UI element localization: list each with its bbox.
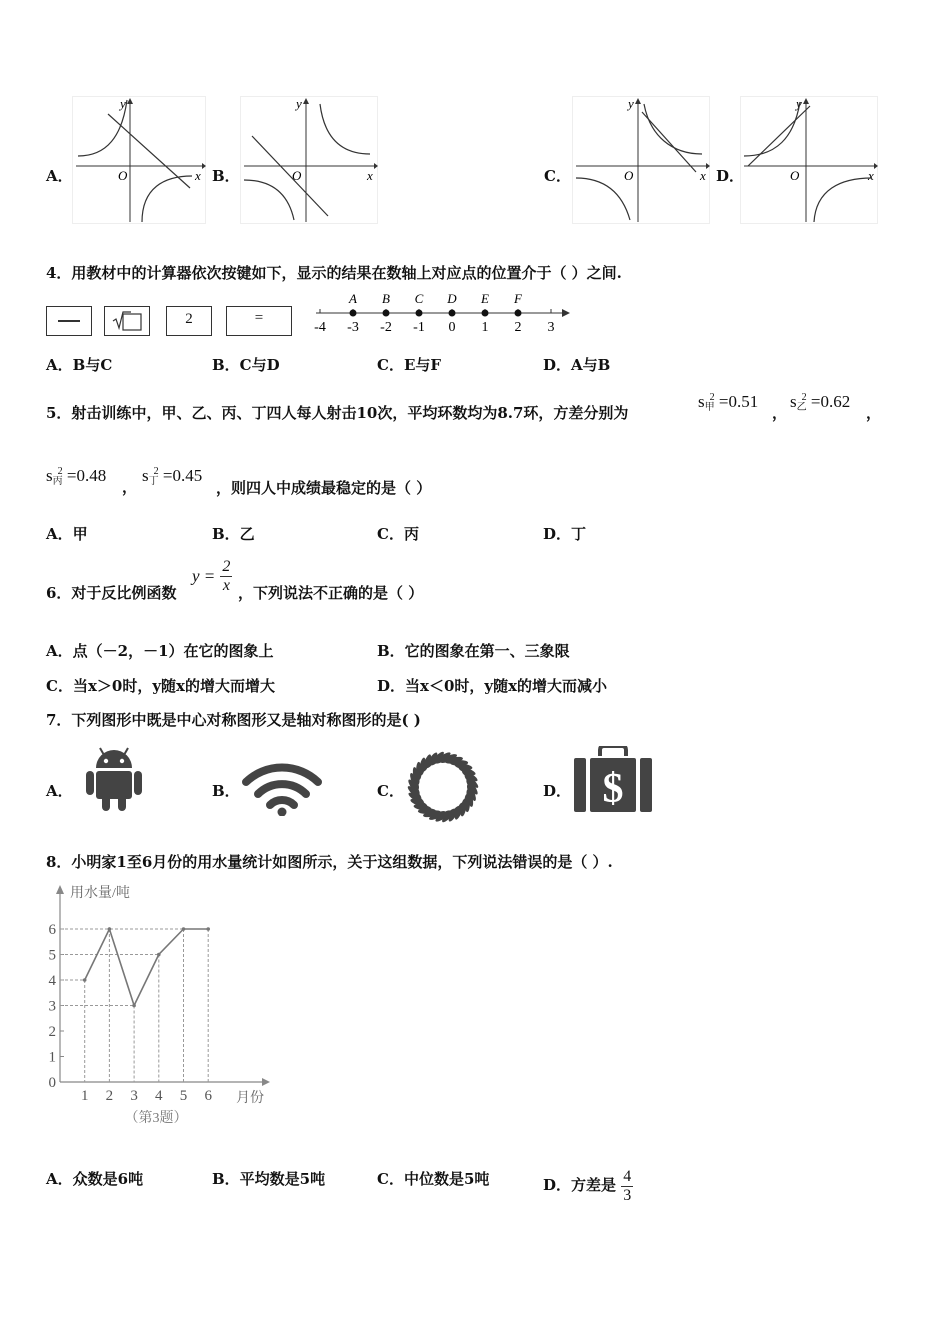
- q8-option-b[interactable]: B．平均数是5吨: [212, 1170, 326, 1188]
- x-axis-label: 月份: [236, 1091, 264, 1106]
- number-line-tick-label: 0: [448, 320, 456, 335]
- q5-option-b[interactable]: B．乙: [212, 525, 255, 543]
- number-line-tick-label: -1: [413, 320, 425, 335]
- data-point: [108, 927, 112, 931]
- x-tick-label: 1: [80, 1088, 89, 1104]
- x-tick-label: 2: [105, 1088, 114, 1104]
- number-line-point-label: B: [382, 291, 390, 306]
- calc-key-sqrt: [104, 306, 150, 336]
- number-line-point: [482, 310, 489, 317]
- number-line-point: [416, 310, 423, 317]
- q3-d-y-label: y: [796, 96, 802, 111]
- q4-option-b[interactable]: B．C与D: [212, 356, 280, 374]
- q3-graph-c: [572, 96, 710, 224]
- q7-option-a-label[interactable]: A．: [46, 782, 73, 800]
- q3-graph-b: [240, 96, 378, 224]
- q3-d-x-label: x: [868, 168, 874, 183]
- number-line-point-label: C: [414, 291, 424, 306]
- q3-option-c-label: C．: [544, 167, 571, 185]
- series-line: [85, 929, 209, 1006]
- q8-stem: 8．小明家1至6月份的用水量统计如图所示，关于这组数据，下列说法错误的是（ ）.: [46, 853, 613, 871]
- q3-a-x-label: x: [195, 168, 201, 183]
- q7-stem: 7．下列图形中既是中心对称图形又是轴对称图形的是( ): [46, 711, 421, 729]
- data-point: [132, 1004, 136, 1008]
- q7-option-c-label[interactable]: C．: [377, 782, 404, 800]
- q5-variance-bing: $s_丙^2 =0.48$: [46, 466, 107, 487]
- chart-caption: （第3题）: [124, 1111, 188, 1126]
- x-axis-arrow: [262, 1078, 270, 1086]
- y-axis-arrow: [56, 885, 64, 894]
- y-tick-label: 0: [48, 1075, 56, 1091]
- q8-option-c[interactable]: C．中位数是5吨: [377, 1170, 490, 1188]
- q3-graph-a: [72, 96, 206, 224]
- number-line-point: [515, 310, 522, 317]
- y-tick-label: 1: [48, 1049, 56, 1066]
- calc-key-2: 2: [166, 306, 212, 336]
- q5-comma-2: ，: [866, 404, 882, 422]
- number-line-point-label: A: [349, 291, 357, 306]
- number-line-tick-label: 3: [547, 320, 555, 335]
- q6-option-d[interactable]: D．当x＜0时，y随x的增大而减小: [377, 677, 608, 695]
- q5-option-a[interactable]: A．甲: [46, 525, 88, 543]
- q6-stem-prefix: 6．对于反比例函数: [46, 584, 177, 602]
- number-line-tick-label: 2: [514, 320, 522, 335]
- q6-stem-suffix: ，下列说法不正确的是（ ）: [238, 584, 424, 602]
- q3-graph-d: [740, 96, 878, 224]
- q3-b-y-label: y: [296, 96, 302, 111]
- y-axis-label: 用水量/吨: [70, 886, 130, 901]
- y-tick-label: 2: [48, 1024, 56, 1040]
- number-line-point-label: F: [514, 291, 522, 306]
- q5-variance-jia: $s_甲^2 =0.51$: [698, 392, 759, 413]
- q6-option-c[interactable]: C．当x＞0时，y随x的增大而增大: [46, 677, 275, 695]
- q4-option-c[interactable]: C．E与F: [377, 356, 442, 374]
- number-line-point: [449, 310, 456, 317]
- y-tick-label: 3: [48, 998, 56, 1015]
- android-robot-icon: [86, 742, 142, 812]
- q7-option-b-label[interactable]: B．: [212, 782, 240, 800]
- q3-d-origin: O: [790, 168, 800, 183]
- calc-key-minus: [46, 306, 92, 336]
- q3-a-origin: O: [118, 168, 128, 183]
- q3-option-a-label: A．: [46, 167, 73, 185]
- dollar-sign: $: [602, 766, 624, 812]
- y-tick-label: 4: [48, 973, 56, 989]
- data-point: [206, 927, 210, 931]
- x-tick-label: 5: [179, 1088, 188, 1104]
- q4-option-d[interactable]: D．A与B: [543, 356, 611, 374]
- q5-variance-ding: $s_丁^2 =0.45$: [142, 466, 203, 487]
- q5-comma-3: ，: [122, 478, 138, 496]
- data-point: [83, 978, 87, 982]
- q4-option-a[interactable]: A．B与C: [46, 356, 113, 374]
- calc-key-equals: =: [226, 306, 292, 336]
- q3-option-d-label: D．: [716, 167, 745, 185]
- q4-number-line: [310, 290, 572, 336]
- q5-stem-part2: ，则四人中成绩最稳定的是（ ）: [216, 479, 432, 497]
- number-line-tick-label: -3: [347, 320, 359, 335]
- sunburst-icon: [404, 748, 482, 826]
- q3-c-x-label: x: [700, 168, 706, 183]
- y-tick-label: 5: [48, 947, 56, 964]
- dollar-briefcase-icon: [572, 746, 656, 814]
- data-point: [157, 953, 161, 957]
- q6-option-a[interactable]: A．点（－2，－1）在它的图象上: [46, 642, 274, 660]
- q4-stem: 4．用教材中的计算器依次按键如下，显示的结果在数轴上对应点的位置介于（ ）之间.: [46, 264, 622, 282]
- q3-b-x-label: x: [367, 168, 373, 183]
- q3-a-y-label: y: [120, 96, 126, 111]
- number-line-tick-label: -4: [314, 320, 326, 335]
- number-line-point-label: E: [481, 291, 489, 306]
- q8-option-d[interactable]: D．方差是 $\frac{4}{3}$: [543, 1168, 632, 1204]
- wifi-icon: [240, 758, 324, 816]
- q5-comma-1: ，: [772, 404, 788, 422]
- sqrt-icon: [105, 307, 148, 334]
- q5-variance-yi: $s_乙^2 =0.62$: [790, 392, 851, 413]
- x-tick-label: 3: [130, 1088, 138, 1104]
- q3-c-origin: O: [624, 168, 634, 183]
- number-line-point: [350, 310, 357, 317]
- number-line-tick-label: -2: [380, 320, 392, 335]
- q8-water-usage-chart: [40, 880, 280, 1130]
- q3-b-origin: O: [292, 168, 302, 183]
- q5-option-c[interactable]: C．丙: [377, 525, 419, 543]
- x-tick-label: 6: [204, 1088, 212, 1104]
- number-line-tick-label: 1: [481, 320, 489, 335]
- q5-option-d[interactable]: D．丁: [543, 525, 587, 543]
- x-tick-label: 4: [155, 1088, 163, 1104]
- y-tick-label: 6: [48, 922, 56, 938]
- data-point: [182, 927, 186, 931]
- q5-stem-part1: 5．射击训练中，甲、乙、丙、丁四人每人射击10次，平均环数均为8.7环，方差分别为: [46, 404, 629, 422]
- q8-option-a[interactable]: A．众数是6吨: [46, 1170, 144, 1188]
- q3-option-b-label: B．: [212, 167, 240, 185]
- q6-function-formula: y = $\frac{2}{x}$: [192, 558, 231, 594]
- q3-c-y-label: y: [628, 96, 634, 111]
- q6-option-b[interactable]: B．它的图象在第一、三象限: [377, 642, 570, 660]
- number-line-point-label: D: [447, 291, 457, 306]
- number-line-point: [383, 310, 390, 317]
- q7-option-d-label[interactable]: D．: [543, 782, 572, 800]
